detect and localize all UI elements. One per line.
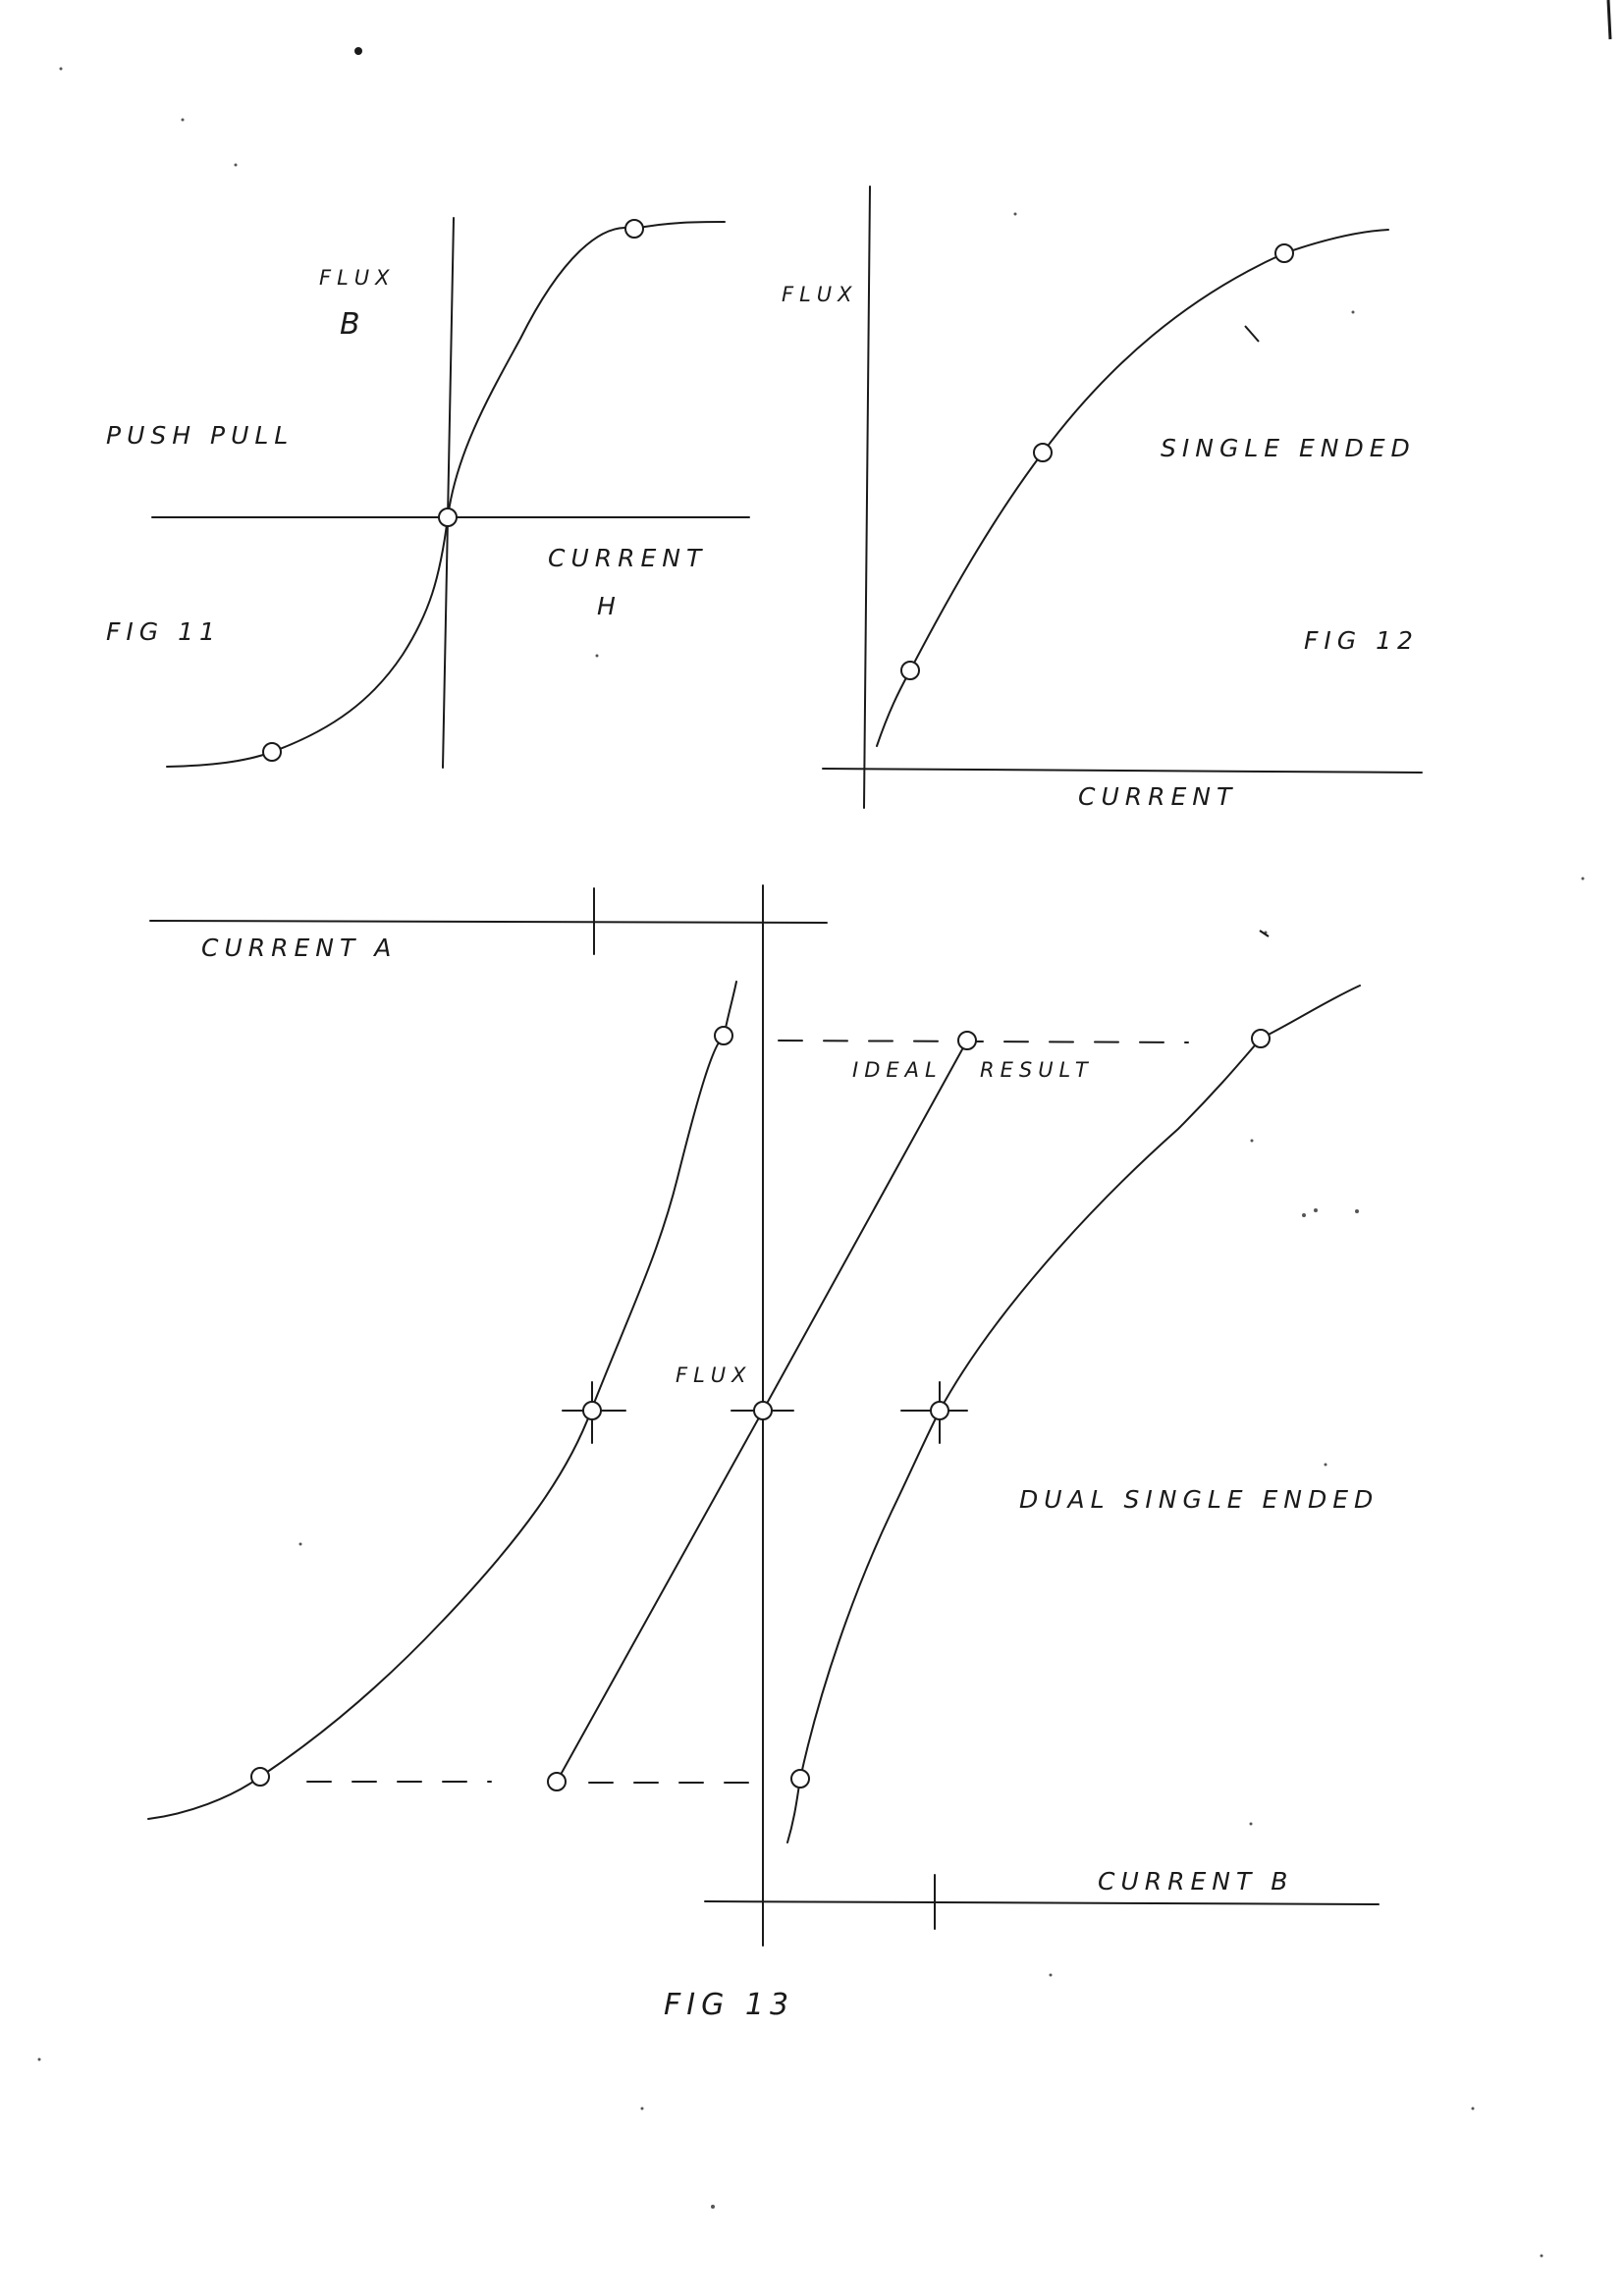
fig12-caption: FIG 12	[1304, 626, 1419, 655]
fig11-point-saturation-low	[263, 743, 281, 761]
fig12-point-mid	[1034, 444, 1052, 461]
fig13-current-a-label: CURRENT A	[201, 934, 398, 962]
fig13-caption: FIG 13	[664, 1988, 795, 2022]
fig13-crosshair-b	[901, 1382, 967, 1443]
fig13-current-b-label: CURRENT B	[1098, 1867, 1294, 1896]
fig13-dashed-top	[779, 1041, 1188, 1042]
fig13-current-a-axis	[150, 921, 827, 923]
fig13-current-b-axis	[705, 1901, 1379, 1904]
fig13-flux-label: FLUX	[676, 1363, 752, 1387]
fig11-flux-symbol: B	[340, 307, 366, 342]
fig12-point-low	[901, 662, 919, 679]
fig13-point-b-bottom	[791, 1770, 809, 1788]
fig12-current-label: CURRENT	[1078, 782, 1238, 811]
fig11-point-saturation-high	[625, 220, 643, 238]
fig11-flux-label: FLUX	[319, 266, 396, 290]
fig11-point-origin	[439, 508, 457, 526]
fig13-crosshair-center	[731, 1402, 793, 1419]
fig13-ideal-label: IDEAL	[852, 1058, 943, 1082]
fig12-current-axis	[823, 769, 1422, 773]
fig12-flux-axis	[864, 187, 870, 808]
fig13-mode-label: DUAL SINGLE ENDED	[1019, 1485, 1380, 1514]
fig13-curve-a	[148, 982, 736, 1819]
fig12-magnetization-curve	[877, 230, 1388, 746]
fig13-point-b-top	[1252, 1030, 1270, 1047]
fig13-result-label: RESULT	[980, 1058, 1094, 1082]
fig12-flux-label: FLUX	[782, 283, 858, 306]
fig11-caption: FIG 11	[106, 617, 221, 646]
fig11-push-pull	[106, 218, 749, 768]
fig13-dual-single-ended	[148, 885, 1379, 2022]
fig13-curve-b	[787, 986, 1360, 1842]
fig13-point-ideal-bottom	[548, 1773, 566, 1790]
fig11-magnetization-curve	[167, 222, 725, 767]
fig13-point-ideal-top	[958, 1032, 976, 1049]
fig11-mode-label: PUSH PULL	[106, 421, 295, 450]
scan-specks	[38, 0, 1611, 2258]
fig11-current-label: CURRENT	[548, 544, 708, 572]
fig11-current-symbol: H	[597, 592, 622, 620]
fig12-point-high	[1275, 244, 1293, 262]
fig13-point-a-top	[715, 1027, 732, 1044]
fig12-mode-label: SINGLE ENDED	[1161, 434, 1416, 462]
fig12-single-ended	[782, 187, 1422, 811]
fig13-point-a-bottom	[251, 1768, 269, 1786]
fig13-crosshair-a	[563, 1382, 625, 1443]
